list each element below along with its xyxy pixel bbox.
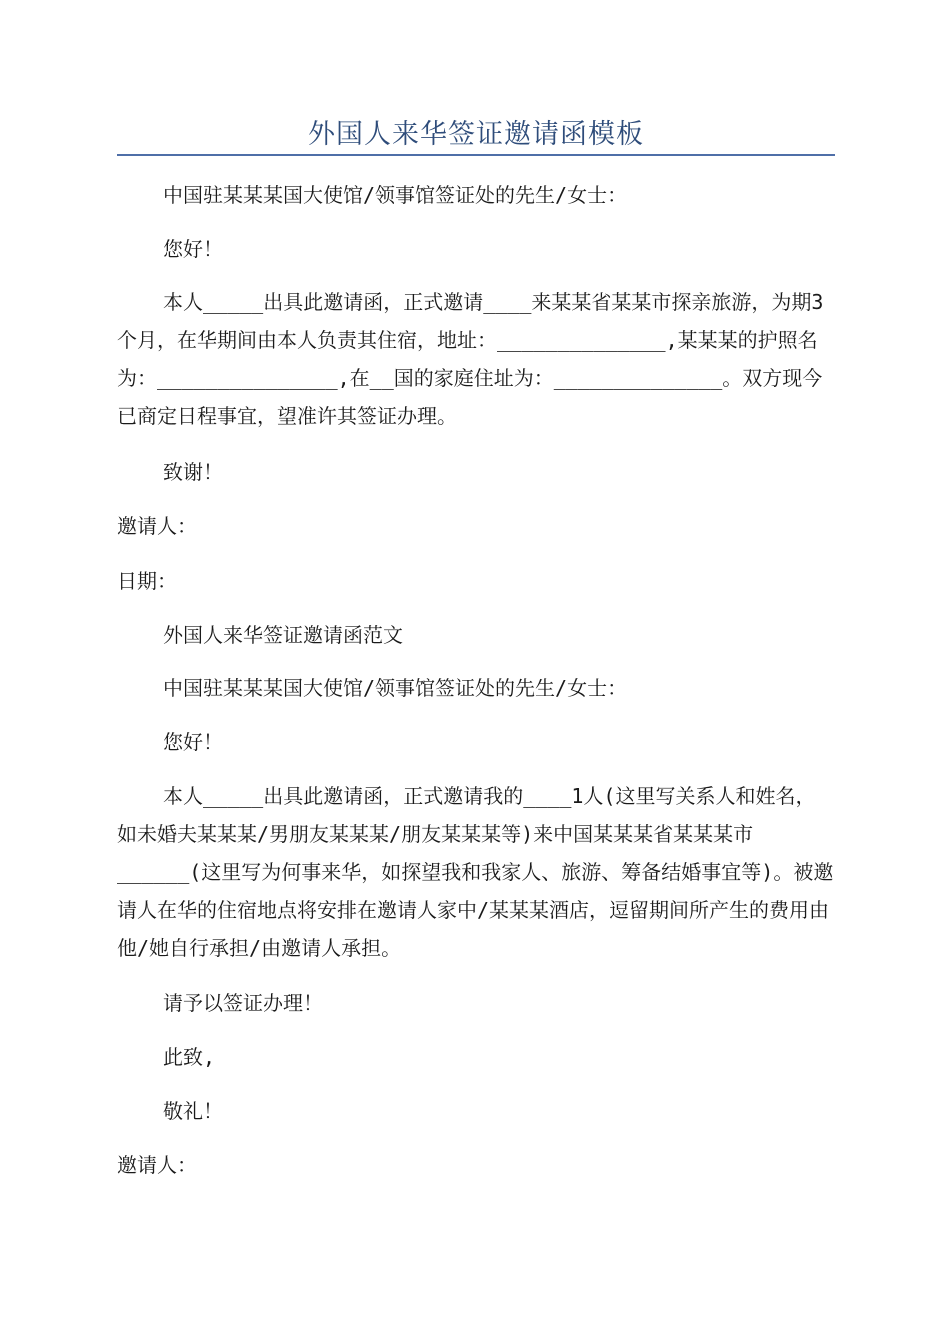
letter2-closing-2: 敬礼！: [163, 1099, 223, 1123]
letter2-body: 本人_____出具此邀请函，正式邀请我的____1人(这里写关系人和姓名，如未婚夫某某某/男朋友某某某/朋友某某某等)来中国某某某省某某某市______(这里写为何事来华，如探望我和我家人、旅游、筹备结婚事宜等)。被邀请人在华的住宿地点将安排在邀请人家中/某某某酒店，逗留期间所产生的费用由他/她自行承担/由邀请人承担。: [117, 784, 834, 960]
letter2-greeting: 您好！: [163, 730, 223, 754]
letter2-closing-1: 此致,: [163, 1045, 216, 1069]
title-divider: [117, 154, 835, 156]
letter1-body: 本人_____出具此邀请函，正式邀请____来某某省某某市探亲旅游，为期3个月，在华期间由本人负责其住宿，地址：______________,某某某的护照名为：_______________,在__国的家庭住址为：______________。双方现今已商定日程事宜，望准许其签证办理。: [117, 290, 824, 428]
letter1-thanks: 致谢！: [163, 460, 223, 484]
letter1-inviter-label: 邀请人：: [117, 514, 197, 538]
letter1-date-label: 日期：: [117, 569, 177, 593]
letter1-salutation: 中国驻某某某国大使馆/领事馆签证处的先生/女士：: [163, 183, 628, 207]
letter2-heading: 外国人来华签证邀请函范文: [163, 623, 403, 647]
letter2-inviter-label: 邀请人：: [117, 1153, 197, 1177]
page-title: 外国人来华签证邀请函模板: [308, 119, 644, 150]
letter2-salutation: 中国驻某某某国大使馆/领事馆签证处的先生/女士：: [163, 676, 628, 700]
letter1-greeting: 您好！: [163, 237, 223, 261]
letter2-request: 请予以签证办理！: [163, 991, 323, 1015]
